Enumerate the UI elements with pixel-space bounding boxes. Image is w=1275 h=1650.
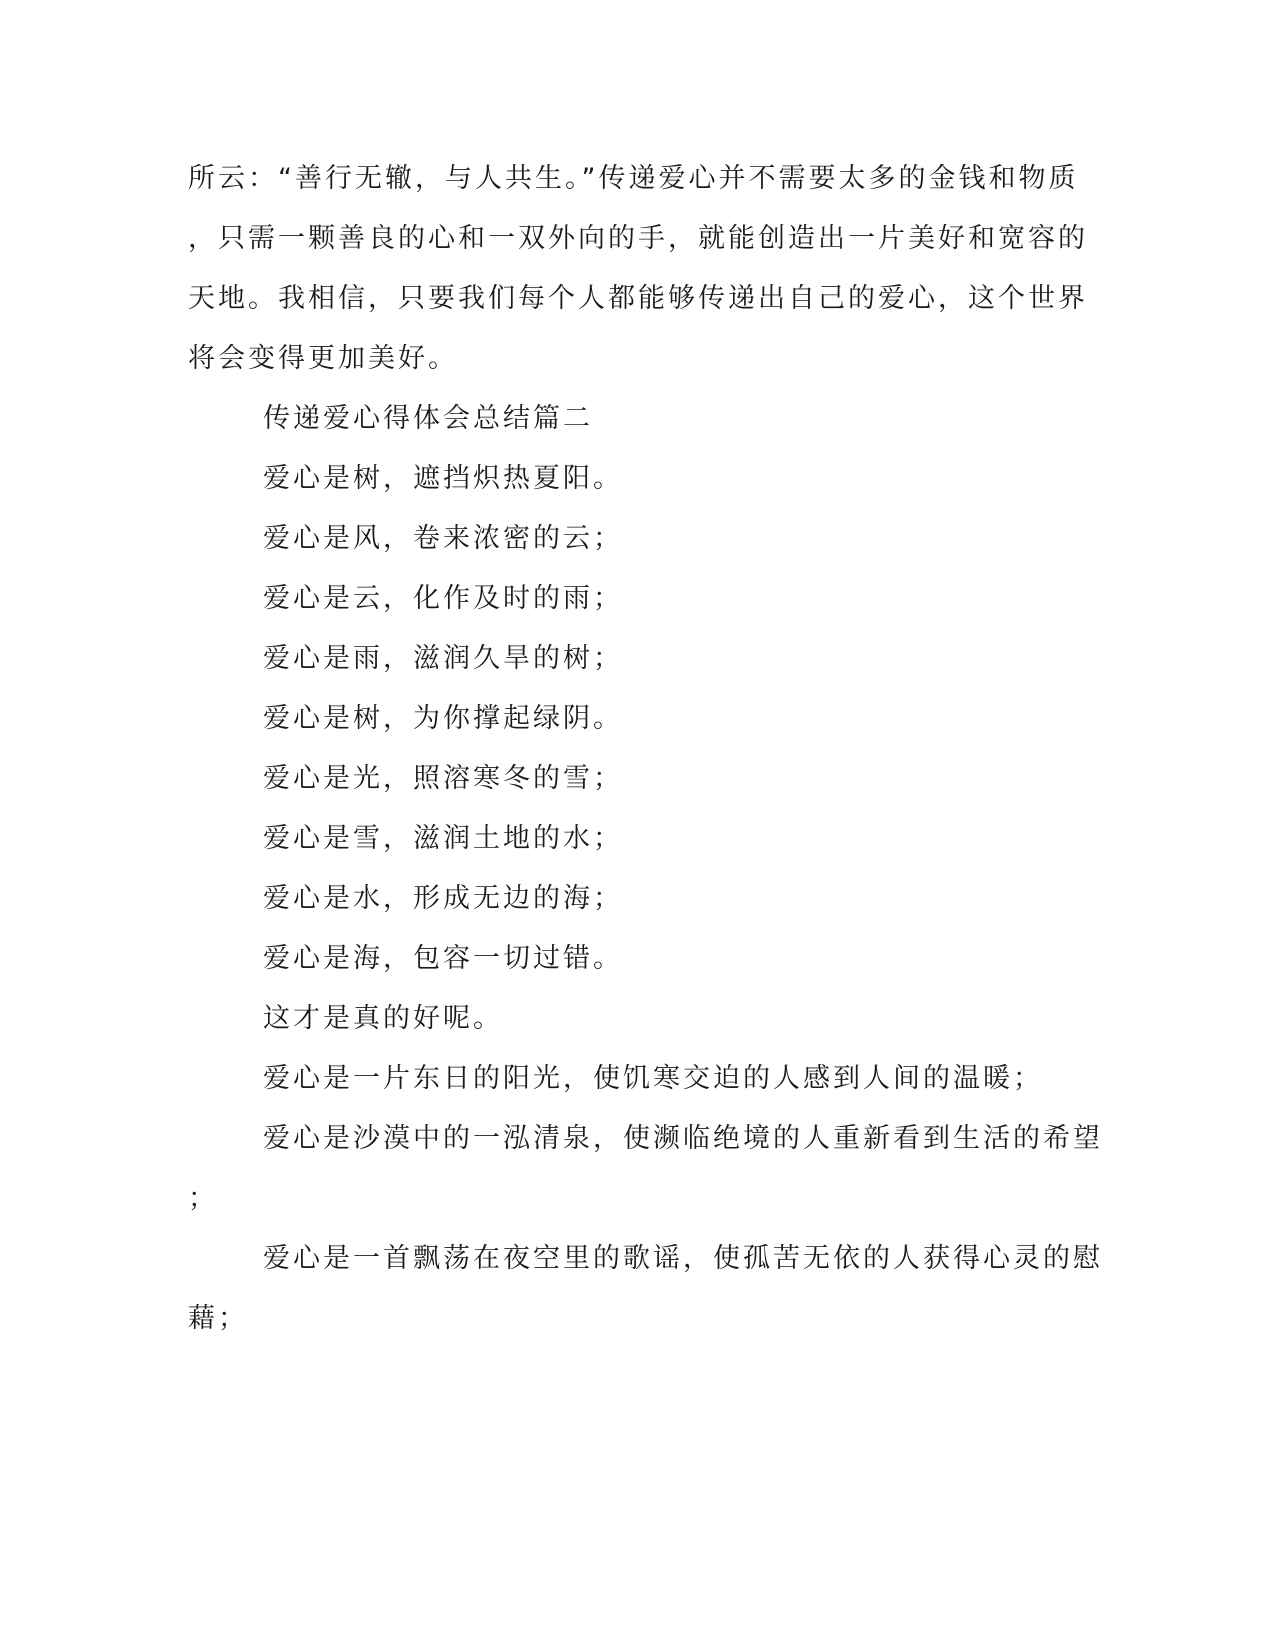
poem-line: 爱心是树，为你撑起绿阴。 bbox=[263, 703, 623, 734]
poem-line: 爱心是水，形成无边的海； bbox=[263, 883, 623, 914]
poem-line: 爱心是海，包容一切过错。 bbox=[263, 943, 623, 974]
poem-line: 爱心是树，遮挡炽热夏阳。 bbox=[263, 463, 623, 494]
paragraph-line: 爱心是沙漠中的一泓清泉，使濒临绝境的人重新看到生活的希望 bbox=[263, 1123, 1103, 1154]
poem-line: 爱心是雨，滋润久旱的树； bbox=[263, 643, 623, 674]
poem-line: 爱心是光，照溶寒冬的雪； bbox=[263, 763, 623, 794]
paragraph-line: 爱心是一片东日的阳光，使饥寒交迫的人感到人间的温暖； bbox=[263, 1063, 1043, 1094]
poem-line: 爱心是风，卷来浓密的云； bbox=[263, 523, 623, 554]
paragraph-line: 将会变得更加美好。 bbox=[188, 343, 458, 374]
paragraph-line: 爱心是一首飘荡在夜空里的歌谣，使孤苦无依的人获得心灵的慰 bbox=[263, 1243, 1103, 1274]
poem-line: 爱心是雪，滋润土地的水； bbox=[263, 823, 623, 854]
paragraph-line: ； bbox=[188, 1183, 218, 1214]
paragraph-line: 藉； bbox=[188, 1303, 248, 1334]
poem-line: 这才是真的好呢。 bbox=[263, 1003, 503, 1034]
paragraph-line: ，只需一颗善良的心和一双外向的手，就能创造出一片美好和宽容的 bbox=[188, 223, 1088, 254]
paragraph-line: 天地。我相信，只要我们每个人都能够传递出自己的爱心，这个世界 bbox=[188, 283, 1088, 314]
poem-line: 爱心是云，化作及时的雨； bbox=[263, 583, 623, 614]
section-heading: 传递爱心得体会总结篇二 bbox=[263, 403, 593, 434]
paragraph-line: 所云：“善行无辙，与人共生。”传递爱心并不需要太多的金钱和物质 bbox=[188, 163, 1079, 194]
